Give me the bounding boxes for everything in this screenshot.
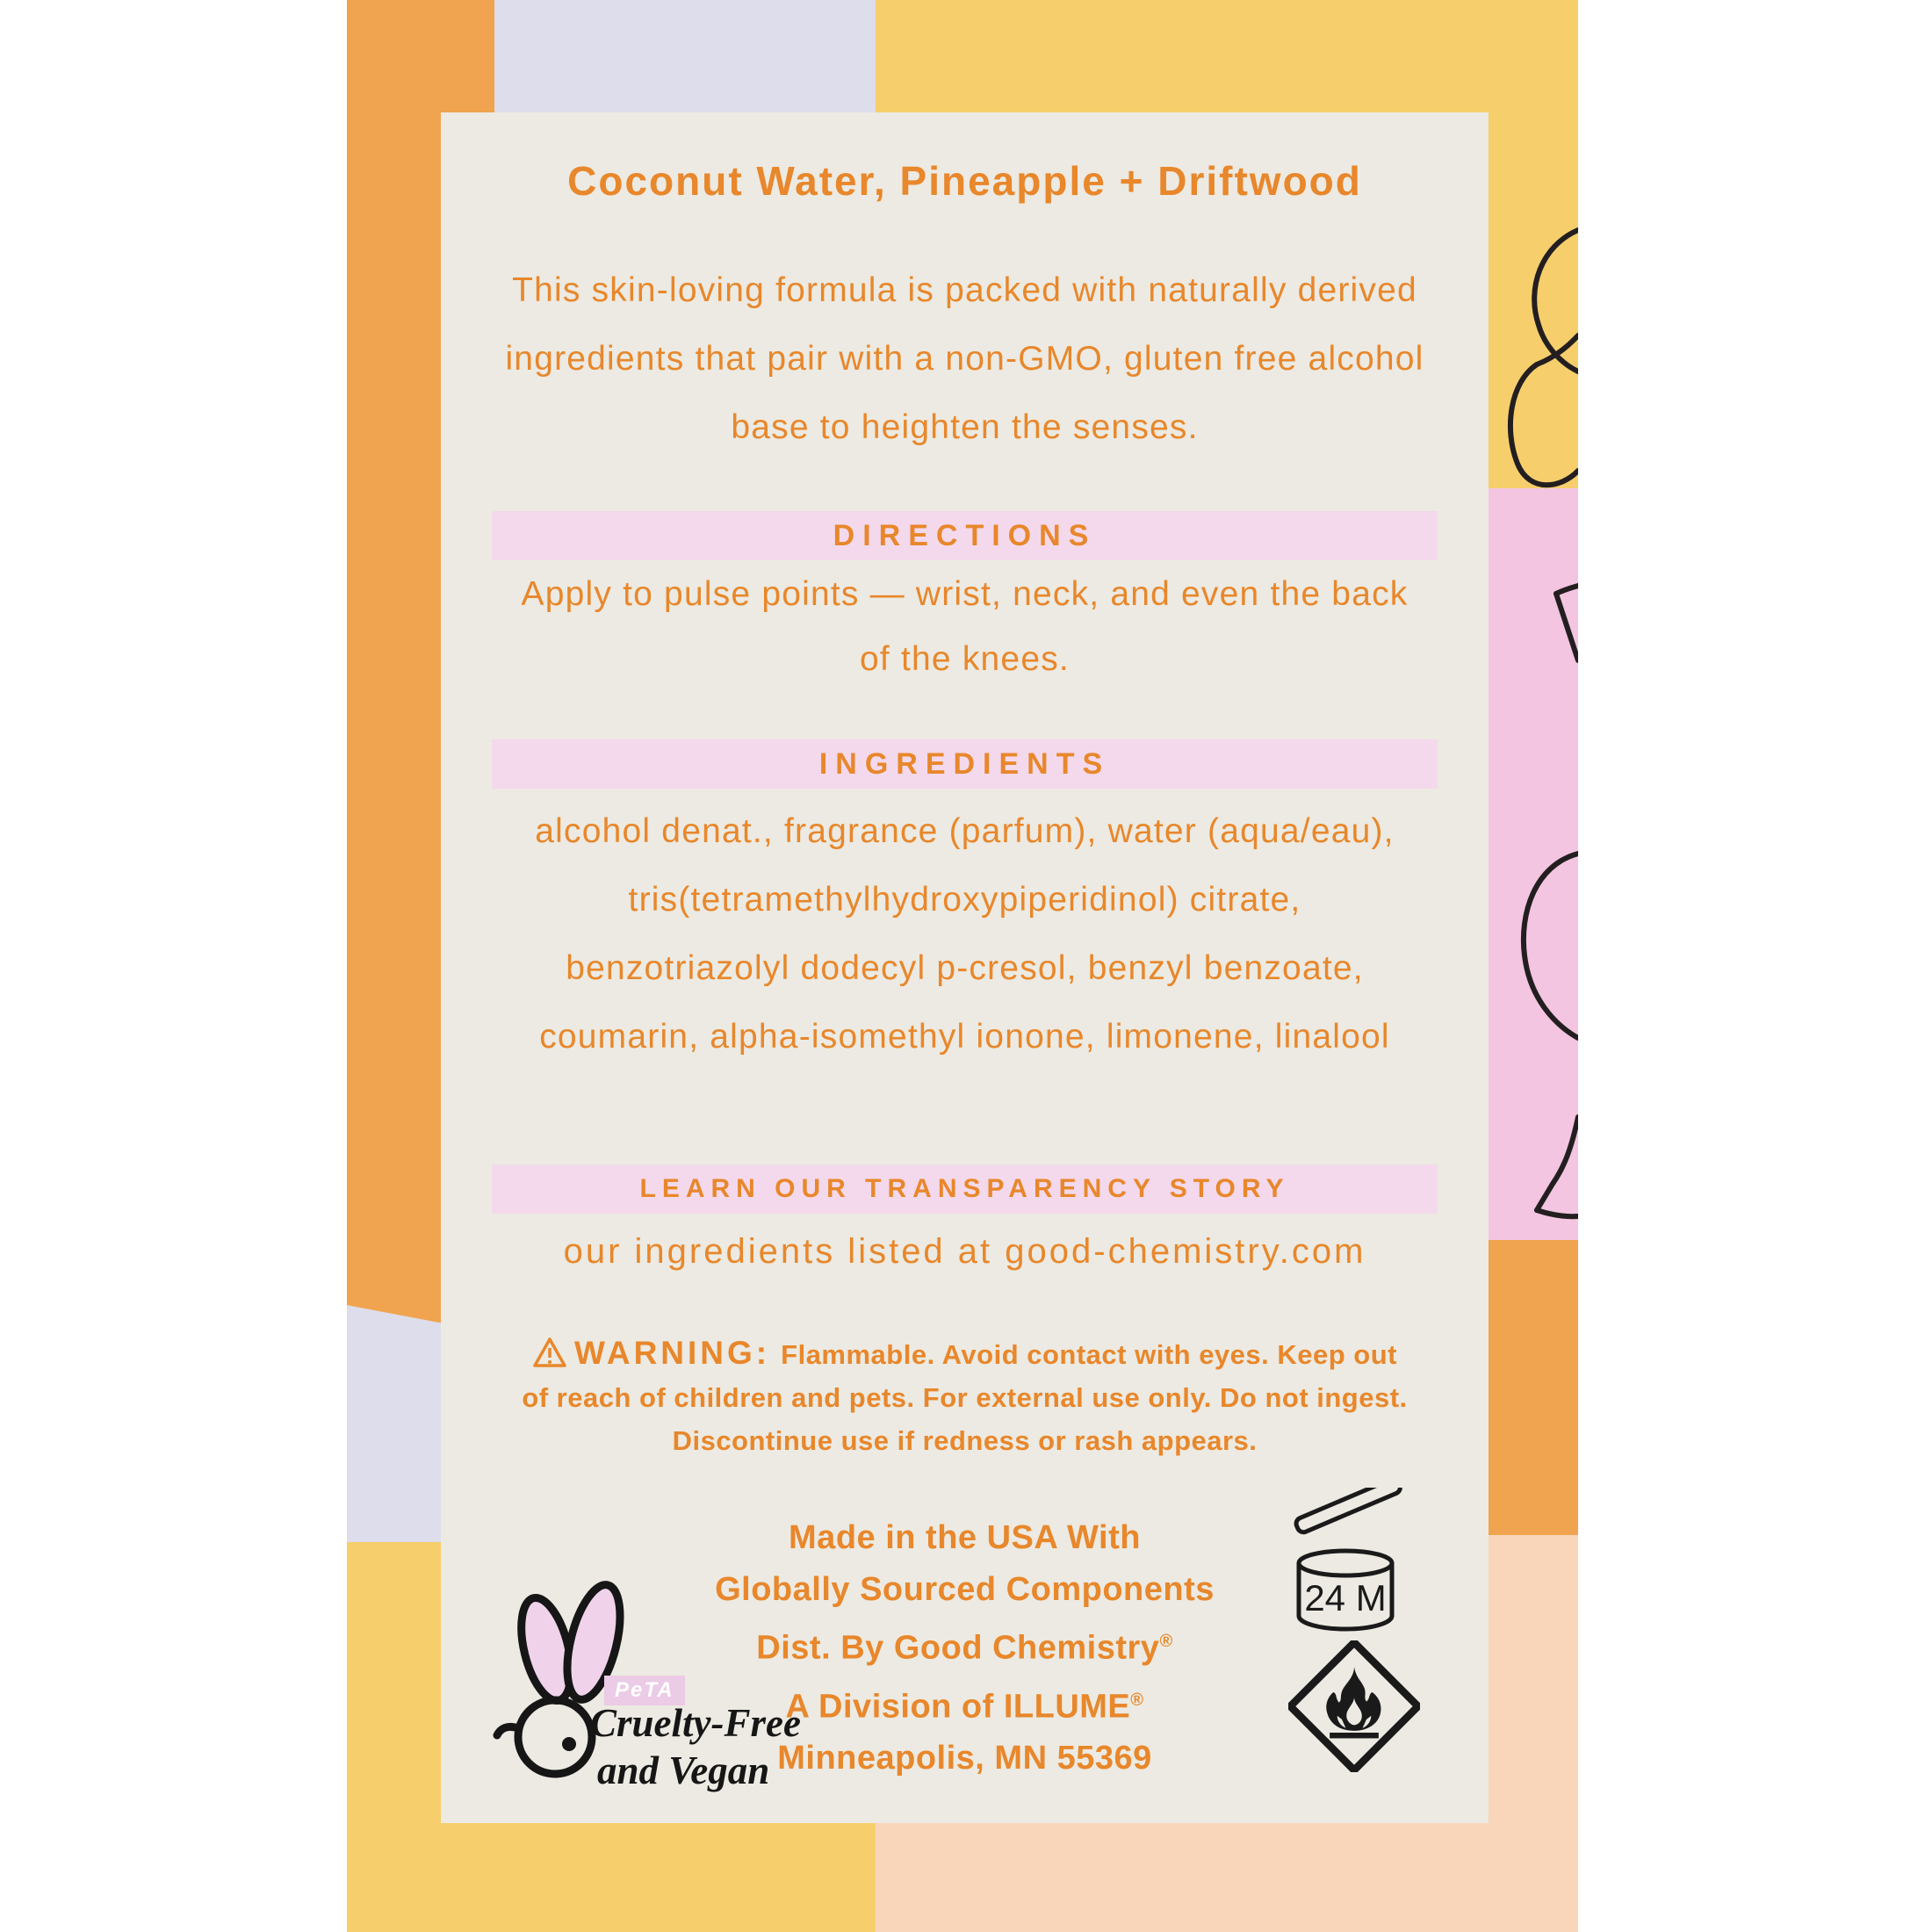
warning-line [458,1331,1471,1376]
distribution-line: A Division of ILLUME® [785,1688,1144,1726]
warning-line: of reach of children and pets. For external use only. Do not ingest. [522,1382,1408,1413]
transparency-heading: LEARN OUR TRANSPARENCY STORY [639,1174,1290,1203]
ingredients-list [441,797,1489,1071]
directions-heading: DIRECTIONS [833,518,1097,552]
warning-triangle-icon [532,1337,567,1368]
scent-title: Coconut Water, Pineapple + Driftwood [567,158,1362,204]
registered-mark: ® [1159,1632,1173,1651]
peta-tagline-line1: Cruelty-Free [590,1701,801,1745]
distribution-line: Minneapolis, MN 55369 [777,1740,1152,1777]
ingredients-line: alcohol denat., fragrance (parfum), water (aqua/eau), [535,812,1395,850]
warning-line: Discontinue use if redness or rash appears. [672,1425,1258,1456]
svg-text:24 M: 24 M [1304,1577,1387,1618]
description-line: This skin-loving formula is packed with naturally derived [512,271,1417,309]
distribution-line: Globally Sourced Components [715,1571,1215,1608]
directions-line: Apply to pulse points — wrist, neck, and even the back [521,575,1409,613]
label-panel [441,112,1489,1823]
directions-heading-banner [492,511,1438,560]
distribution-line: Dist. By Good Chemistry® [756,1629,1173,1667]
ingredients-line: benzotriazolyl dodecyl p-cresol, benzyl benzoate, [566,949,1364,987]
ingredients-line: tris(tetramethylhydroxypiperidinol) citrate, [628,881,1301,919]
ingredients-heading: INGREDIENTS [818,746,1111,781]
description-paragraph [441,256,1489,462]
flammable-icon [1288,1640,1420,1772]
directions-line: of the knees. [860,640,1070,678]
ingredients-heading-banner [492,739,1438,789]
ingredients-line: coumarin, alpha-isomethyl ionone, limonene, linalool [539,1018,1390,1056]
warning-prefix: WARNING: [573,1335,771,1371]
registered-mark: ® [1130,1690,1144,1710]
warning-block [458,1331,1471,1462]
transparency-text: our ingredients listed at good-chemistry.com [563,1232,1366,1271]
description-line: ingredients that pair with a non-GMO, gluten free alcohol [505,340,1424,378]
period-after-opening-icon [1275,1488,1416,1637]
transparency-heading-banner [492,1164,1438,1214]
peta-tagline-line2: and Vegan [597,1748,770,1792]
distribution-line: Made in the USA With [789,1519,1141,1556]
peta-wordmark: PeTA [604,1676,685,1705]
warning-text: Flammable. Avoid contact with eyes. Keep out [781,1339,1397,1370]
description-line: base to heighten the senses. [731,408,1199,446]
directions-text [441,562,1489,692]
peta-cruelty-free-logo [492,1577,834,1810]
